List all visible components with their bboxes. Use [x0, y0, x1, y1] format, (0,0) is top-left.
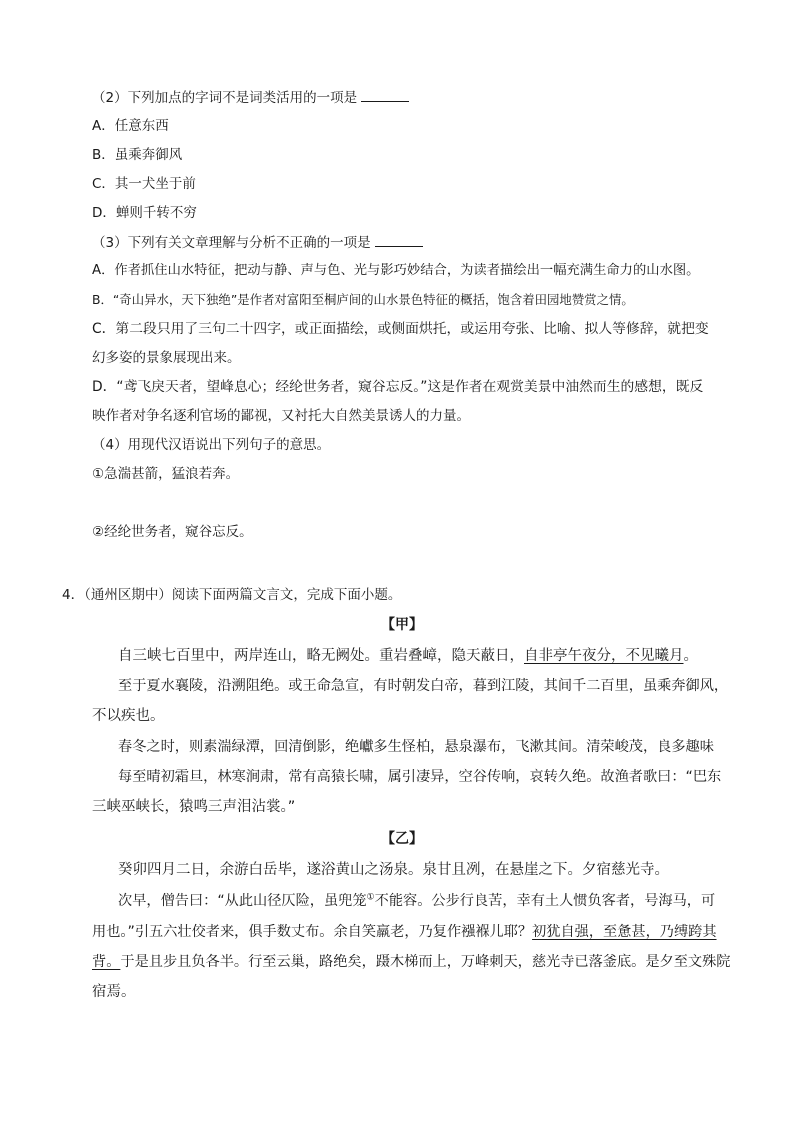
q3-prompt	[92, 232, 423, 253]
q3-option-d-line2: 映作者对争名逐利官场的鄙视，又衬托大自然美景诱人的力量。	[92, 408, 470, 424]
yi-p2-underlined-2: 背。	[92, 954, 121, 970]
q4-sentence-1: ①急湍甚箭，猛浪若奔。	[92, 466, 240, 482]
q3-option-c-line1: C．第二段只用了三句二十四字，或正面描绘，或侧面烘托，或运用夸张、比喻、拟人等修辞，就把变	[92, 321, 709, 337]
jia-paragraph-1	[118, 646, 698, 666]
yi-paragraph-2-line2	[92, 922, 717, 942]
q2-option-a: A．任意东西	[92, 118, 169, 134]
yi-p2-text-b: 不能容。公步行良苦，幸有土人惯负客者，号海马，可	[374, 893, 716, 909]
q2-prompt-text: （2）下列加点的字词不是词类活用的一项是	[92, 90, 358, 106]
jia-paragraph-2-line2: 不以疾也。	[92, 708, 165, 724]
yi-p2-underlined-1: 初犹自强，至惫甚，乃缚跨其	[532, 924, 717, 940]
yi-paragraph-2-line4: 宿焉。	[92, 984, 136, 1000]
q2-option-b: B．虽乘奔御风	[92, 147, 183, 163]
jia-paragraph-2-line1: 至于夏水襄陵，沿溯阻绝。或王命急宣，有时朝发白帝，暮到江陵，其间千二百里，虽乘奔御风，	[118, 678, 729, 694]
yi-paragraph-1: 癸卯四月二日，余游白岳毕，遂浴黄山之汤泉。泉甘且冽，在悬崖之下。夕宿慈光寺。	[118, 862, 669, 878]
q3-prompt-text: （3）下列有关文章理解与分析不正确的一项是	[92, 235, 371, 251]
question4-intro: 4．（通州区期中）阅读下面两篇文言文，完成下面小题。	[62, 587, 402, 603]
q2-option-c: C．其一犬坐于前	[92, 176, 196, 192]
q3-option-c-line2: 幻多姿的景象展现出来。	[92, 350, 241, 366]
q4-sentence-2: ②经纶世务者，窥谷忘反。	[92, 524, 253, 540]
passage-yi-title: 【乙】	[381, 831, 423, 847]
q3-option-d-line1: D．“鸢飞戾天者，望峰息心；经纶世务者，窥谷忘反。”这是作者在观赏美景中油然而生的感想，既反	[92, 379, 704, 395]
jia-p1-end: 。	[683, 648, 698, 664]
jia-paragraph-3: 春冬之时，则素湍绿潭，回清倒影，绝巘多生怪柏，悬泉瀑布，飞漱其间。清荣峻茂，良多趣味	[118, 739, 714, 755]
q3-option-b: B．“奇山异水，天下独绝”是作者对富阳至桐庐间的山水景色特征的概括，饱含着田园地赞赏之情。	[92, 292, 634, 307]
q2-option-d: D．蝉则千转不穷	[92, 205, 197, 221]
footnote-marker: ①	[366, 892, 375, 903]
q3-option-a: A．作者抓住山水特征，把动与静、声与色、光与影巧妙结合，为读者描绘出一幅充满生命力的山水图。	[92, 263, 700, 278]
jia-paragraph-4-line2: 三峡巫峡长，猿鸣三声泪沾裳。”	[92, 799, 296, 815]
answer-blank[interactable]	[375, 232, 423, 247]
yi-p2-line3-text: 于是且步且负各半。行至云巢，路绝矣，蹑木梯而上，万峰刺天，慈光寺已落釜底。是夕至文殊院	[120, 954, 731, 970]
yi-paragraph-2-line1	[118, 891, 715, 911]
jia-p1-underlined: 自非亭午夜分，不见曦月	[524, 648, 684, 664]
yi-paragraph-2-line3	[92, 952, 730, 972]
q4-prompt: （4）用现代汉语说出下列句子的意思。	[92, 437, 331, 453]
yi-p2-text-a: 次早，僧告曰：“从此山径仄险，虽兜笼	[118, 893, 367, 909]
jia-p1-text: 自三峡七百里中，两岸连山，略无阙处。重岩叠嶂，隐天蔽日，	[118, 648, 524, 664]
q2-prompt	[92, 87, 409, 108]
answer-blank[interactable]	[361, 87, 409, 102]
jia-paragraph-4-line1: 每至晴初霜旦，林寒涧肃，常有高猿长啸，属引凄异，空谷传响，哀转久绝。故渔者歌曰：“巴东	[118, 769, 722, 785]
yi-p2-line2-text: 用也。”引五六壮佼者来，俱手数丈布。余自笑羸老，乃复作襁褓儿耶？	[92, 924, 533, 940]
passage-jia-title: 【甲】	[381, 617, 423, 633]
